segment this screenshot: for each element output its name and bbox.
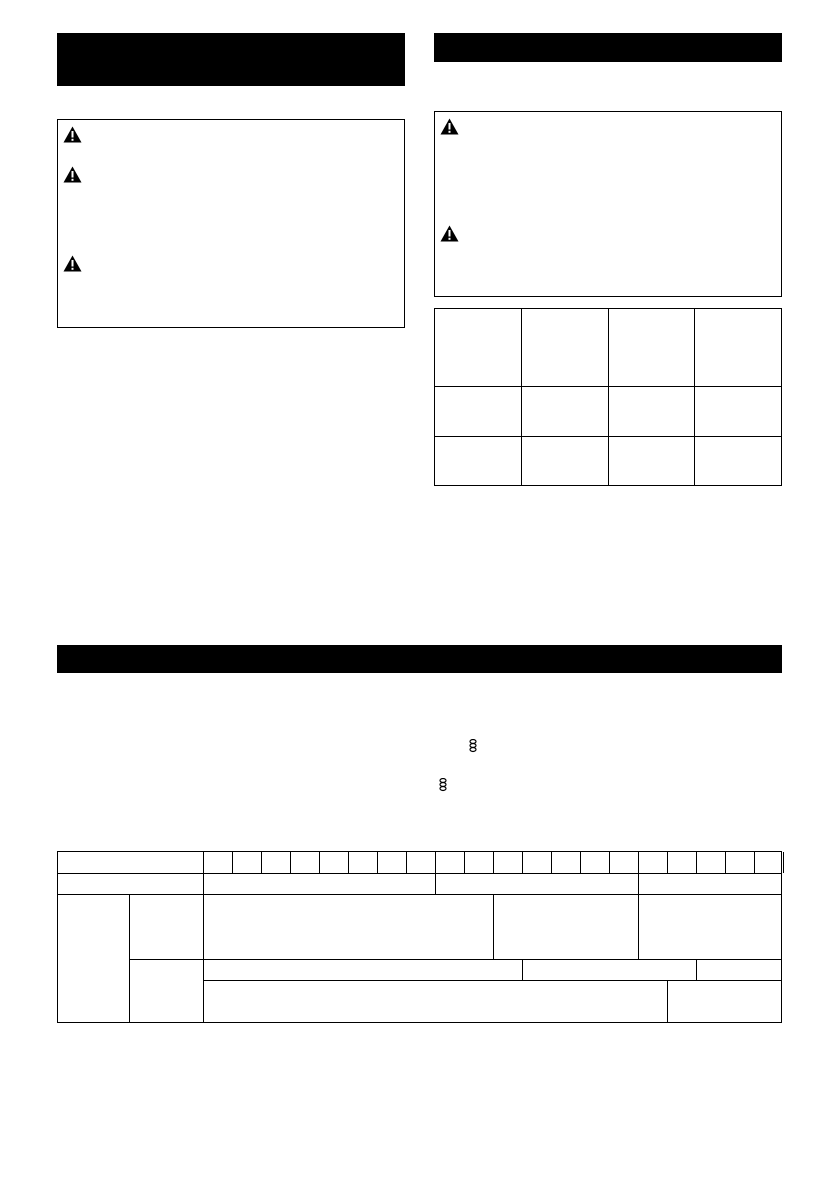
left-section-header: [57, 33, 405, 86]
table-col-divider: [129, 894, 130, 1022]
table-col-divider: [522, 959, 523, 980]
warning-triangle-icon: [63, 126, 82, 143]
right-table-row-divider: [435, 386, 781, 387]
torque-coil-icon: [469, 739, 477, 753]
scale-cell-divider: [435, 852, 436, 873]
bottom-section-header: [57, 645, 782, 673]
scale-cell-divider: [319, 852, 320, 873]
table-row-divider: [129, 959, 781, 960]
scale-cell-divider: [493, 852, 494, 873]
table-col-divider: [493, 894, 494, 959]
scale-cell-divider: [725, 852, 726, 873]
scale-cell-divider: [261, 852, 262, 873]
scale-cell-divider: [232, 852, 233, 873]
scale-cell-divider: [551, 852, 552, 873]
scale-cell-divider: [464, 852, 465, 873]
right-warning-box: [434, 111, 782, 297]
warning-triangle-icon: [63, 255, 82, 272]
scale-cell-divider: [783, 852, 784, 873]
scale-cell-divider: [696, 852, 697, 873]
table-col-divider: [435, 873, 436, 894]
torque-coil-icon: [439, 778, 447, 792]
right-table-col-divider: [521, 309, 522, 485]
warning-triangle-icon: [63, 166, 82, 183]
scale-cell-divider: [348, 852, 349, 873]
right-table-col-divider: [694, 309, 695, 485]
scale-cell-divider: [522, 852, 523, 873]
scale-cell-divider: [377, 852, 378, 873]
right-table-row-divider: [435, 436, 781, 437]
scale-cell-divider: [406, 852, 407, 873]
scale-cell-divider: [754, 852, 755, 873]
table-row-divider: [58, 894, 781, 895]
right-table: [434, 308, 782, 486]
scale-cell-divider: [638, 852, 639, 873]
warning-triangle-icon: [440, 225, 459, 242]
scale-cell-divider: [609, 852, 610, 873]
right-table-col-divider: [608, 309, 609, 485]
table-row-divider: [58, 873, 781, 874]
torque-settings-table: [57, 851, 782, 1023]
table-col-divider: [696, 959, 697, 980]
right-section-header: [434, 33, 782, 62]
scale-cell-divider: [580, 852, 581, 873]
left-warning-box: [57, 119, 405, 328]
table-col-divider: [638, 894, 639, 959]
table-row-divider: [203, 980, 781, 981]
warning-triangle-icon: [440, 118, 459, 135]
scale-cell-divider: [667, 852, 668, 873]
table-col-divider: [638, 873, 639, 894]
table-col-divider: [203, 852, 204, 1022]
table-col-divider: [667, 980, 668, 1022]
scale-cell-divider: [290, 852, 291, 873]
